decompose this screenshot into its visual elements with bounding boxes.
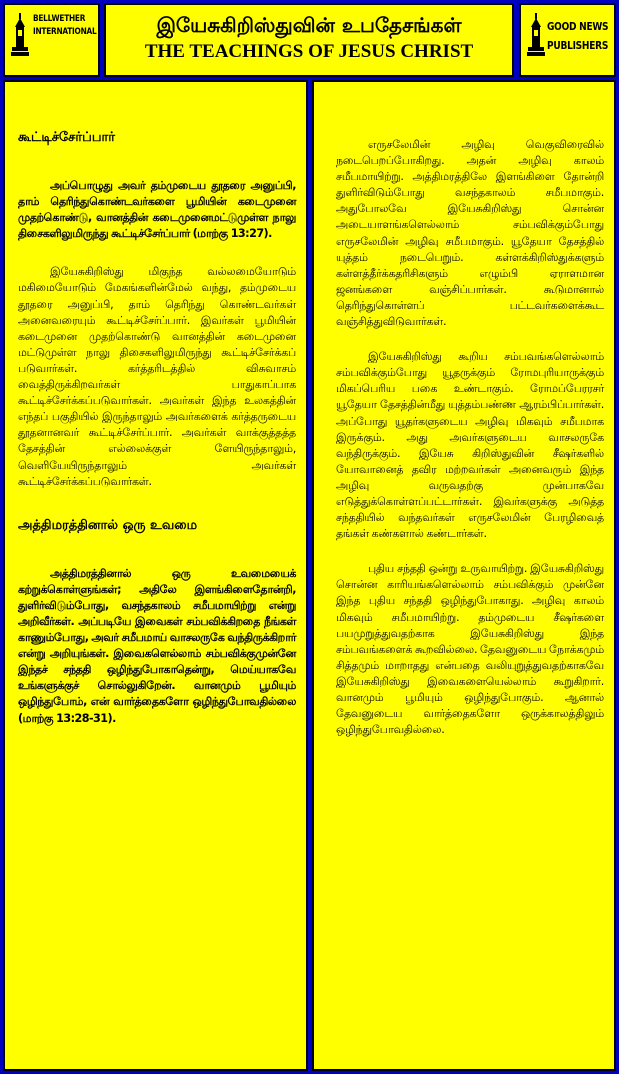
page-title-english: THE TEACHINGS OF JESUS CHRIST bbox=[144, 41, 474, 62]
commentary-paragraph: எருசலேமின் அழிவு வெகுவிரைவில் நடைபெறப்போகிறது. அதன் அழிவு காலம் சமீபமாயிற்று. அத்திமரத்திலே இளங்கிளை தோன்றி துளிர்விடும்போது வசந்தகாலம் சமீபமாகும். அதுபோலவே இயேசுகிறிஸ்து சொன்ன அடையாளங்களெல்லாம் சம்பவிக்கும்போது எருசலேமின் அழிவு சமீபமாகும். யூதேயா தேசத்தில் யுத்தம் நடைபெறும். கள்ளக்கிறிஸ்துக்களும் கள்ளத்தீர்க்கதரிசிகளும் எழும்பி ஏராளமான ஜனங்களை வஞ்சிப்பார்கள். கூடுமானால் தெரிந்துகொள்ளப் பட்டவர்களைக்கூட வஞ்சித்துவிடுவார்கள். bbox=[336, 138, 604, 329]
good-news-logo-text bbox=[547, 17, 609, 55]
right-column bbox=[312, 80, 616, 1071]
commentary-paragraph: இயேசுகிறிஸ்து கூறிய சம்பவங்களெல்லாம் சம்பவிக்கும்போது யூதருக்கும் ரோமபுரியாருக்கும் மிகப்பெரிய பகை உண்டாகும். ரோமப்பேரரசர் யூதேயா தேசத்தின்மீது யுத்தம்பண்ண ஆரம்பிப்பார்கள். அப்போது யூதர்களுடைய அழிவு மிகவும் சமீபமாக இருக்கும். அது அவர்களுடைய வாசலருகே வந்திருக்கும். இயேசு கிறிஸ்துவின் சீஷர்களில் யோவானைத் தவிர மற்றவர்கள் அனைவரும் இந்த அழிவு வருவதற்கு முன்பாகவே எடுத்துக்கொள்ளப்பட்டார்கள். இவர்களுக்கு அடுத்த சந்ததியில் வந்தவர்கள் எருசலேமின் பேரழிவைத் தங்கள் கண்களால் கண்டார்கள். bbox=[336, 350, 604, 541]
good-news-logo bbox=[519, 3, 616, 77]
logo-line2: PUBLISHERS bbox=[547, 39, 609, 52]
logo-line1: BELLWETHER bbox=[33, 14, 86, 24]
commentary-paragraph: புதிய சந்ததி ஒன்று உருவாயிற்று. இயேசுகிறிஸ்து சொன்ன காரியங்களெல்லாம் சம்பவிக்கும் முன்னே இந்த புதிய சந்ததி ஒழிந்துபோகாது. அழிவு காலம் மிகவும் சமீபமாயிற்று. தம்முடைய சீஷர்களை பயமுறுத்துவதற்காக இயேசுகிறிஸ்து இந்த சம்பவங்களைக் கூறவில்லை. தேவனுடைய நோக்கமும் சித்தமும் மாறாதது என்பதை வலியுறுத்துவதற்காகவே இயேசுகிறிஸ்து இவைகளையெல்லாம் கூறுகிறார். வானமும் பூமியும் ஒழிந்துபோகும். ஆனால் தேவனுடைய வார்த்தைகளோ ஒருக்காலத்திலும் ஒழிந்துபோவதில்லை. bbox=[336, 562, 604, 737]
tower-icon bbox=[527, 13, 545, 57]
bellwether-logo bbox=[3, 3, 100, 77]
section-heading: கூட்டிச்சேர்ப்பார் bbox=[18, 130, 116, 145]
logo-line1: GOOD NEWS bbox=[547, 20, 609, 33]
page-title-tamil: இயேசுகிறிஸ்துவின் உபதேசங்கள் bbox=[156, 13, 462, 37]
page-header bbox=[3, 3, 616, 77]
commentary-paragraph: இயேசுகிறிஸ்து மிகுந்த வல்லமையோடும் மகிமையோடும் மேகங்களின்மேல் வந்து, தம்முடைய தூதரை அனுப்பி, தாம் தெரிந்து கொண்டவர்கள் அனைவரையும் கூட்டிச்சேர்ப்பார். இவர்கள் பூமியின் கடைமுனை முதற்கொண்டு வானத்தின் கடைமுனை மட்டுமுள்ள நாலு திசைகளிலுமிருந்து கூட்டிச்சேர்க்கப் படுவார்கள். கர்த்தரிடத்தில் விசுவாசம் வைத்திருக்கிறவர்கள் பாதுகாப்பாக கூட்டிச்சேர்க்கப்படுவார்கள். அவர்கள் இந்த உலகத்தின் எந்தப் பகுதியில் இருந்தாலும் அவர்களைக் கர்த்தருடைய தூதனானவர் கூட்டிச்சேர்ப்பார். அவர்கள் வாக்குத்தத்த தேசத்தின் எல்லைக்குள் ளேயிருந்தாலும், வெளியேயிருந்தாலும் அவர்கள் கூட்டிச்சேர்க்கப்படுவார்கள். bbox=[18, 265, 296, 488]
left-column bbox=[3, 80, 308, 1071]
title-box bbox=[104, 3, 514, 77]
logo-line2: INTERNATIONAL bbox=[33, 27, 97, 37]
scripture-verse: அத்திமரத்தினால் ஒரு உவமையைக் கற்றுக்கொள்ளுங்கள்; அதிலே இளங்கிளைதோன்றி, துளிர்விடும்போது, வசந்தகாலம் சமீபமாயிற்று என்று அறிவீர்கள். அப்படியே இவைகள் சம்பவிக்கிறதை நீங்கள் காணும்போது, அவர் சமீபமாய் வாசலருகே வந்திருக்கிறார் என்று அறியுங்கள். இவைகளெல்லாம் சம்பவிக்குமுன்னே இந்தச் சந்ததி ஒழிந்துபோகாதென்று, மெய்யாகவே உங்களுக்குச் சொல்லுகிறேன். வானமும் பூமியும் ஒழிந்துபோம், என் வார்த்தைகளோ ஒழிந்துபோவதில்லை (மாற்கு 13:28-31). bbox=[18, 566, 296, 725]
tower-icon bbox=[11, 13, 29, 57]
bellwether-logo-text bbox=[33, 13, 97, 39]
section-heading: அத்திமரத்தினால் ஒரு உவமை bbox=[18, 517, 198, 533]
scripture-verse: அப்பொழுது அவர் தம்முடைய தூதரை அனுப்பி, தாம் தெரிந்துகொண்டவர்களை பூமியின் கடைமுனை முதற்கொண்டு, வானத்தின் கடைமுனைமட்டுமுள்ள நாலு திசைகளிலுமிருந்து கூட்டிச்சேர்ப்பார் (மாற்கு 13:27). bbox=[18, 179, 296, 241]
